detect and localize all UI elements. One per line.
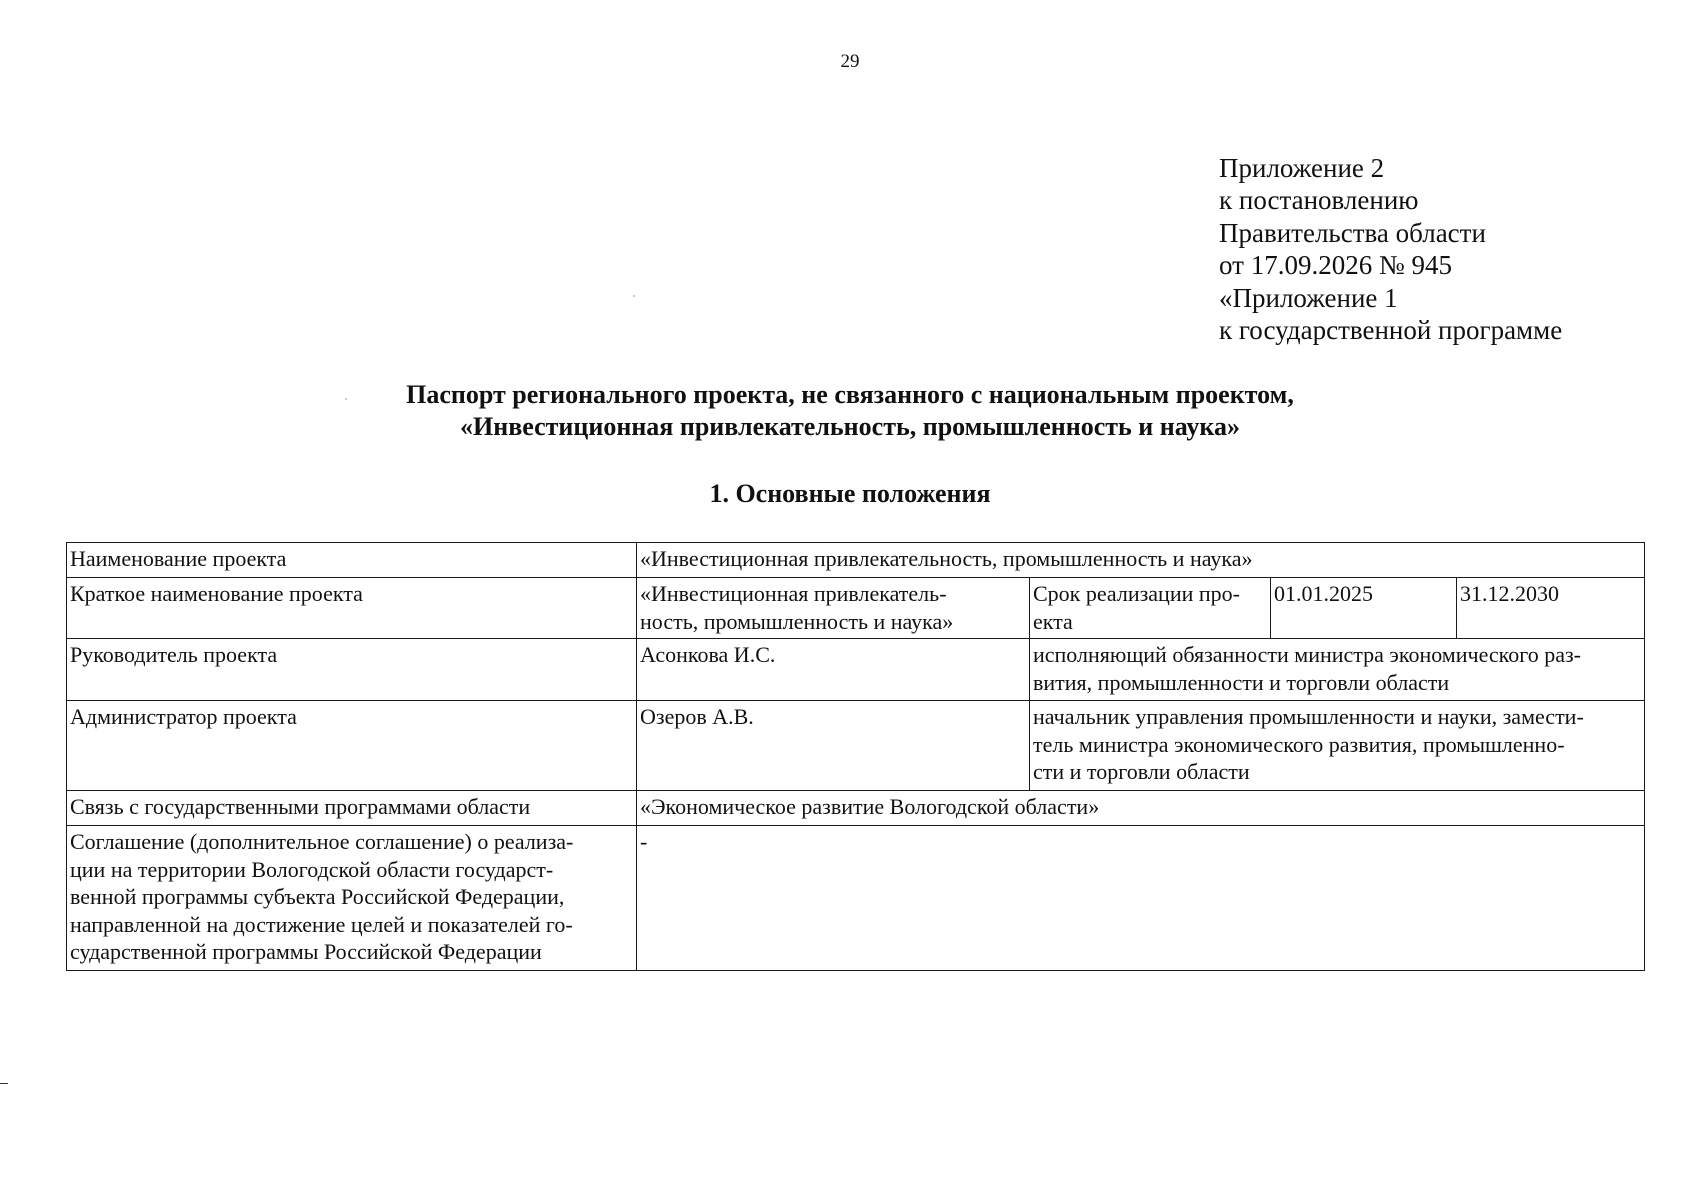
appendix-line: Правительства области [1219, 217, 1486, 248]
short-name-value [637, 578, 1030, 639]
title-line: «Инвестиционная привлекательность, промышленность и наука» [459, 412, 1240, 441]
table-row [67, 791, 1645, 826]
title-line: Паспорт регионального проекта, не связанного с национальным проектом, [406, 380, 1294, 409]
agreement-label-line: Соглашение (дополнительное соглашение) о реализа- [70, 829, 574, 854]
head-label: Руководитель проекта [67, 639, 637, 701]
section-heading: 1. Основные положения [709, 479, 991, 508]
page-number: 29 [840, 51, 860, 72]
scan-speck [633, 295, 635, 297]
agreement-label-line: венной программы субъекта Российской Федерации, [70, 884, 565, 909]
administrator-position [1030, 701, 1645, 791]
administrator-position-line: сти и торговли области [1033, 759, 1250, 784]
agreement-label-line: направленной на достижение целей и показателей го- [70, 911, 573, 937]
term-label-line: екта [1033, 608, 1073, 634]
table-row [67, 578, 1645, 639]
passport-table [66, 542, 1645, 971]
programs-link-label: Связь с государственными программами области [67, 791, 637, 826]
end-date: 31.12.2030 [1457, 578, 1645, 639]
head-name: Асонкова И.С. [637, 639, 1030, 701]
administrator-position-line: тель министра экономического развития, промышленно- [1033, 731, 1565, 757]
short-name-value-line: «Инвестиционная привлекатель- [640, 581, 947, 606]
project-name-label: Наименование проекта [67, 543, 637, 578]
term-label [1030, 578, 1271, 639]
term-label-line: Срок реализации про- [1033, 581, 1240, 606]
table-row [67, 826, 1645, 971]
project-name-value: «Инвестиционная привлекательность, промышленность и наука» [637, 543, 1645, 578]
short-name-value-line: ность, промышленность и наука» [640, 608, 954, 634]
table-row [67, 543, 1645, 578]
short-name-label: Краткое наименование проекта [67, 578, 637, 639]
head-position [1030, 639, 1645, 701]
agreement-label-line: сударственной программы Российской Федерации [70, 939, 542, 964]
agreement-label-line: ции на территории Вологодской области государст- [70, 856, 554, 882]
scan-speck [345, 398, 347, 400]
table-row [67, 639, 1645, 701]
administrator-label: Администратор проекта [67, 701, 637, 791]
document-title [0, 379, 1697, 443]
appendix-line: от 17.09.2026 № 945 [1219, 250, 1452, 281]
administrator-name: Озеров А.В. [637, 701, 1030, 791]
start-date: 01.01.2025 [1271, 578, 1457, 639]
scan-margin-mark [0, 1083, 8, 1084]
head-position-line: вития, промышленности и торговли области [1033, 669, 1450, 695]
administrator-position-line: начальник управления промышленности и науки, замести- [1033, 704, 1584, 729]
agreement-label [67, 826, 637, 971]
appendix-line: Приложение 2 [1219, 153, 1385, 183]
head-position-line: исполняющий обязанности министра экономического раз- [1033, 642, 1581, 667]
programs-link-value: «Экономическое развитие Вологодской области» [637, 791, 1645, 826]
agreement-value: - [637, 826, 1645, 971]
appendix-block [1219, 152, 1562, 346]
appendix-line: «Приложение 1 [1219, 282, 1398, 313]
table-row [67, 701, 1645, 791]
appendix-line: к постановлению [1219, 185, 1419, 216]
appendix-line: к государственной программе [1219, 315, 1563, 346]
